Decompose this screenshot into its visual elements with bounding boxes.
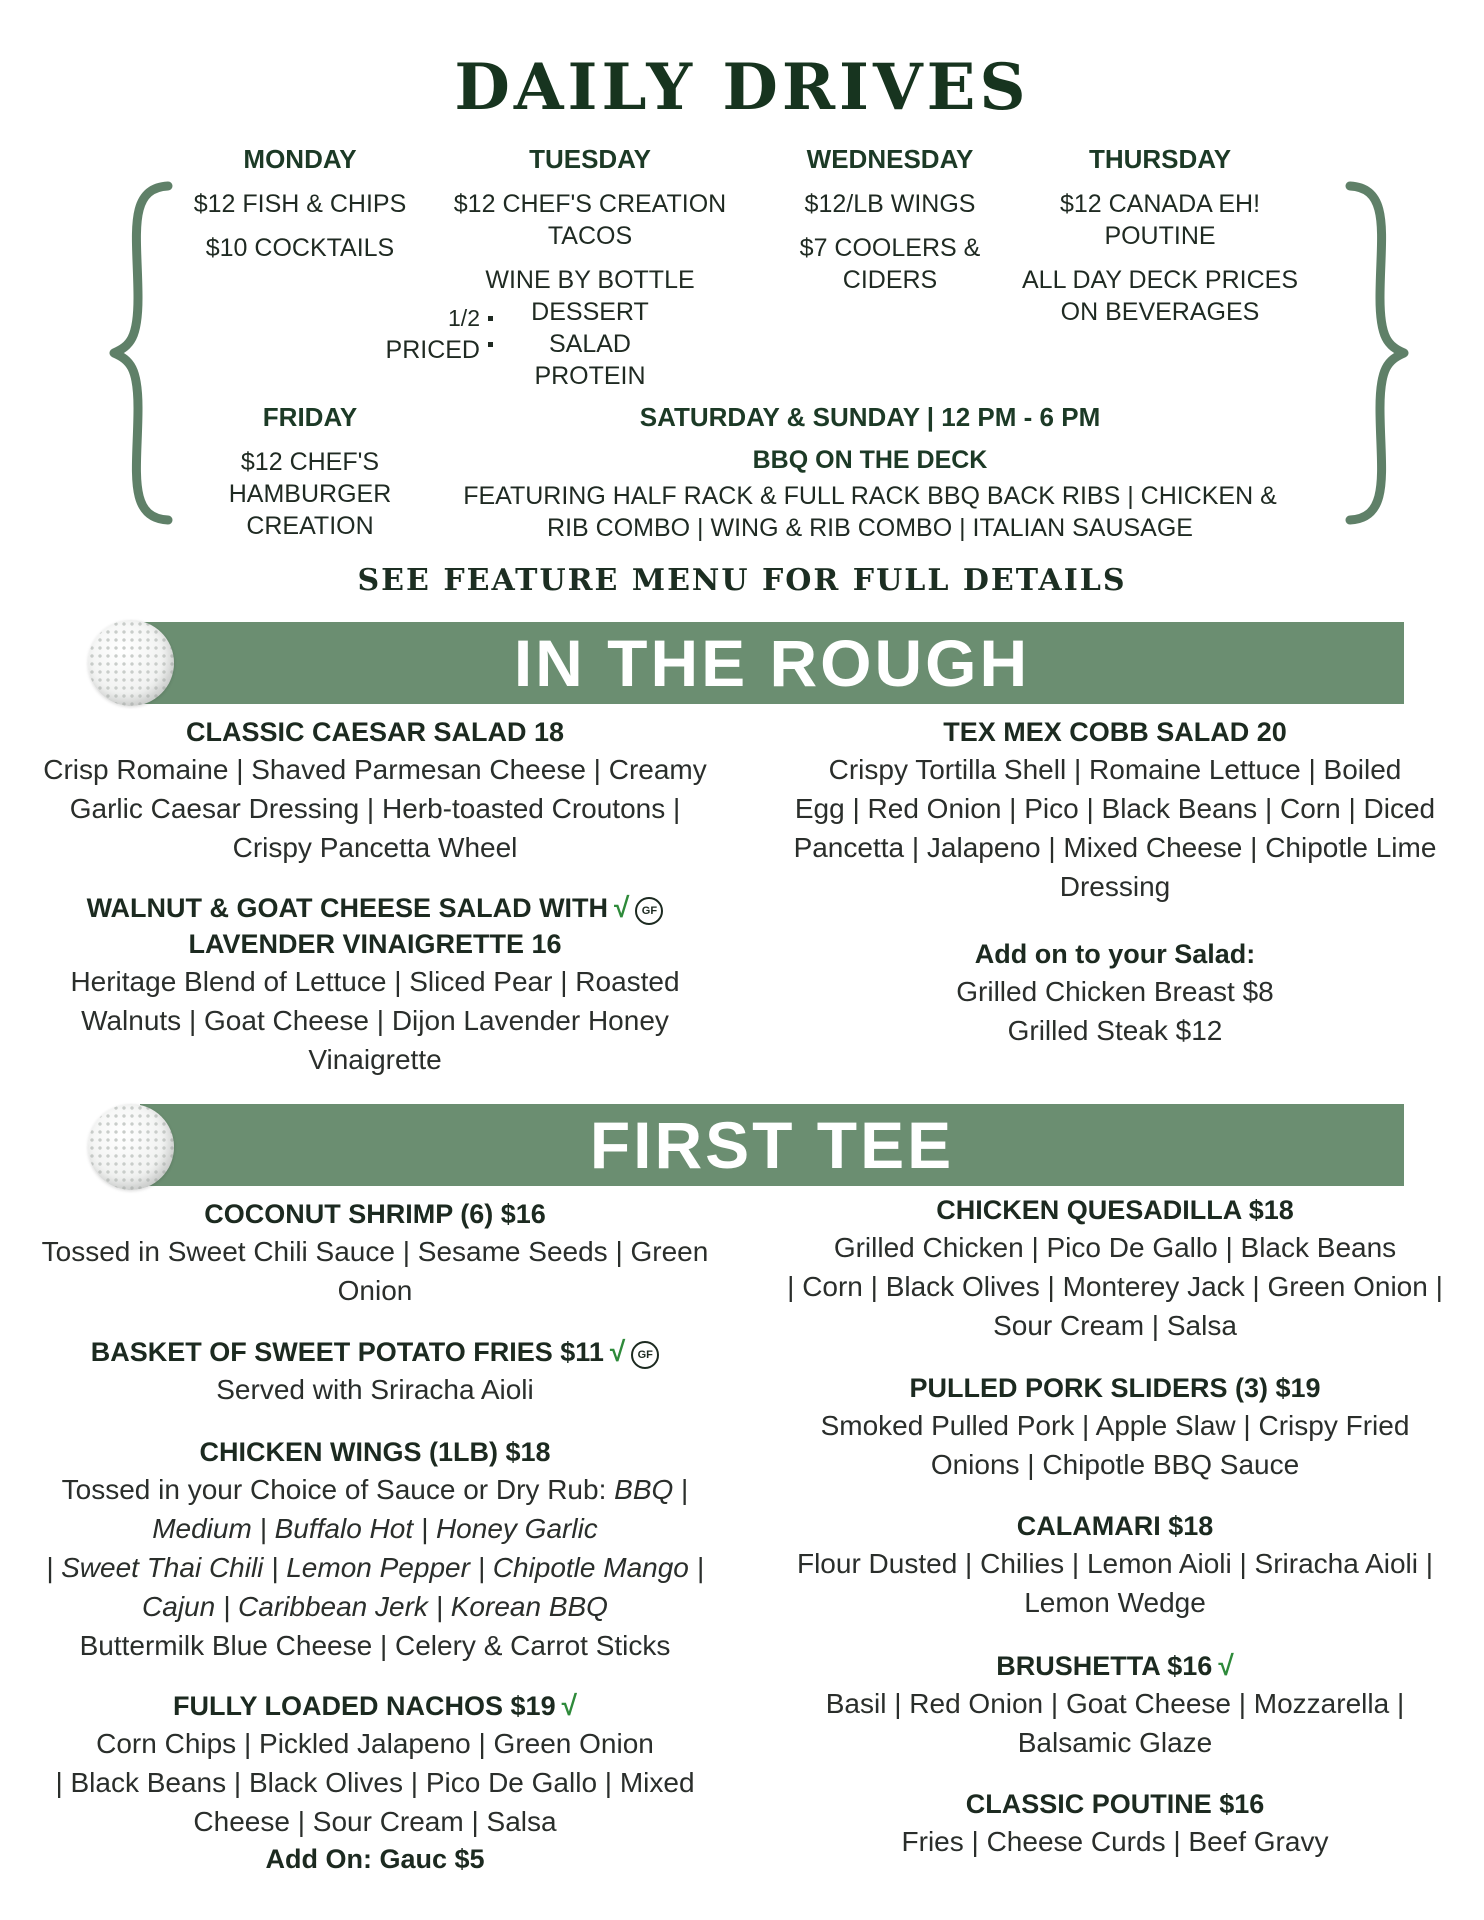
item-name: TEX MEX COBB SALAD 20 [943,717,1287,747]
sauce-options: Cajun | Caribbean Jerk | Korean BBQ [142,1591,608,1622]
item-desc: Sour Cream | Salsa [993,1310,1237,1341]
item-name: CLASSIC CAESAR SALAD 18 [185,717,565,747]
item-name: LAVENDER VINAIGRETTE 16 [188,929,562,959]
section-banner-rough [140,622,1404,704]
menu-item [20,890,730,1079]
day-line: CIDERS [842,266,938,294]
menu-item [20,714,730,867]
item-desc: Garlic Caesar Dressing | Herb-toasted Croutons | [69,793,681,824]
day-line: $12 CANADA EH! [1059,190,1261,218]
item-desc: Fries | Cheese Curds | Beef Gravy [901,1826,1329,1857]
day-line: ALL DAY DECK PRICES [1021,266,1299,294]
day-line: HAMBURGER [228,480,392,508]
golf-ball-icon [88,1104,174,1190]
menu-item [20,1196,730,1310]
half-price-label: PRICED [385,336,480,364]
item-desc: Lemon Wedge [1024,1587,1206,1618]
item-desc: Dressing [1059,871,1171,902]
item-name: PULLED PORK SLIDERS (3) $19 [909,1373,1321,1403]
item-desc: Served with Sriracha Aioli [216,1374,534,1405]
day-wednesday: WEDNESDAY [806,144,974,174]
item-name: CALAMARI $18 [1016,1511,1214,1541]
item-desc: Onions | Chipotle BBQ Sauce [930,1449,1300,1480]
section-banner-tee [140,1104,1404,1186]
item-desc: Balsamic Glaze [1017,1727,1213,1758]
item-name: BRUSHETTA $16 [996,1651,1213,1681]
page-title: DAILY DRIVES [454,50,1030,125]
day-line: CREATION [246,512,374,540]
menu-item [760,1192,1470,1345]
menu-item [20,1688,730,1877]
day-thursday: THURSDAY [1088,144,1232,174]
sauce-option: BBQ [614,1474,674,1505]
item-desc: Grilled Steak $12 [1007,1015,1223,1046]
gf-icon: GF [631,1341,659,1369]
item-desc: Basil | Red Onion | Goat Cheese | Mozzarella | [825,1688,1405,1719]
day-line: POUTINE [1104,222,1216,250]
item-desc: Smoked Pulled Pork | Apple Slaw | Crispy Fried [820,1410,1410,1441]
day-tuesday: TUESDAY [529,144,651,174]
day-friday: FRIDAY [262,402,358,432]
gf-icon: GF [635,897,663,925]
day-line: $12 FISH & CHIPS [193,190,407,218]
day-monday: MONDAY [243,144,357,174]
day-line: $10 COCKTAILS [205,234,395,262]
item-name: WALNUT & GOAT CHEESE SALAD WITH [86,893,609,923]
item-name: BASKET OF SWEET POTATO FRIES $11 [90,1337,604,1367]
day-line: DESSERT [531,298,649,326]
item-name: COCONUT SHRIMP (6) $16 [204,1199,546,1229]
item-desc: Cheese | Sour Cream | Salsa [193,1806,557,1837]
menu-item [760,1370,1470,1484]
day-line: $7 COOLERS & [799,234,981,262]
menu-item [760,1786,1470,1861]
item-name: CHICKEN QUESADILLA $18 [936,1195,1294,1225]
item-desc: Crispy Tortilla Shell | Romaine Lettuce | Boiled [828,754,1402,785]
day-line: $12 CHEF'S [240,448,380,476]
menu-item [760,714,1470,906]
day-line: $12 CHEF'S CREATION [453,190,727,218]
item-desc: Tossed in Sweet Chili Sauce | Sesame Seeds | Green [41,1236,709,1267]
feature-note: SEE FEATURE MENU FOR FULL DETAILS [357,563,1127,598]
leaf-icon: √ [609,1336,626,1367]
item-desc: Grilled Chicken | Pico De Gallo | Black Beans [833,1232,1397,1263]
day-line: WINE BY BOTTLE [485,266,695,294]
left-brace-icon [108,178,178,528]
salad-addons [760,936,1470,1050]
sauce-options: Medium | Buffalo Hot | Honey Garlic [152,1513,598,1544]
day-line: TACOS [547,222,633,250]
item-desc: Pancetta | Jalapeno | Mixed Cheese | Chipotle Lime [793,832,1437,863]
right-brace-icon [1340,178,1410,528]
day-line: RIB COMBO | WING & RIB COMBO | ITALIAN SAUSAGE [547,514,1193,542]
section-title: FIRST TEE [589,1108,955,1182]
item-desc: Flour Dusted | Chilies | Lemon Aioli | Sriracha Aioli | [796,1548,1434,1579]
menu-item [760,1508,1470,1622]
leaf-icon: √ [1218,1650,1234,1681]
item-desc: | Corn | Black Olives | Monterey Jack | Green Onion | [787,1271,1443,1302]
item-desc: Buttermilk Blue Cheese | Celery & Carrot Sticks [79,1630,671,1661]
day-line: SALAD [549,330,631,358]
item-desc: Egg | Red Onion | Pico | Black Beans | Corn | Diced [794,793,1436,824]
item-desc: Onion [337,1275,413,1306]
day-line: $12/LB WINGS [804,190,976,218]
item-name: CHICKEN WINGS (1LB) $18 [199,1437,551,1467]
addon-title: Add on to your Salad: [974,939,1256,969]
sauce-options: | Sweet Thai Chili | Lemon Pepper | Chipotle Mango | [46,1552,704,1583]
item-desc: Crisp Romaine | Shaved Parmesan Cheese | Creamy [43,754,707,785]
menu-item: CHICKEN WINGS (1LB) $18 Tossed in your Choice of Sauce or Dry Rub: BBQ | Medium | Buffalo Hot | Honey Garlic | Sweet Thai Chili | Lemon Pepper | Chipotle Mango | Cajun | Caribbean Jerk | Korean BBQ Buttermilk Blue Cheese | Celery & Carrot Sticks [20,1434,730,1665]
item-desc: Heritage Blend of Lettuce | Sliced Pear | Roasted [70,966,680,997]
section-title: IN THE ROUGH [513,626,1031,700]
leaf-icon: √ [561,1690,577,1721]
golf-ball-icon [88,620,174,706]
menu-item [20,1334,730,1409]
item-desc: Walnuts | Goat Cheese | Dijon Lavender Honey [81,1005,669,1036]
item-desc: Vinaigrette [308,1044,442,1075]
day-line: PROTEIN [534,362,646,390]
item-desc: | Black Beans | Black Olives | Pico De Gallo | Mixed [55,1767,695,1798]
half-price-label: 1/2 [448,305,480,331]
day-weekend: SATURDAY & SUNDAY | 12 PM - 6 PM [639,402,1101,432]
item-desc: Grilled Chicken Breast $8 [956,976,1274,1007]
item-desc: Tossed in your Choice of Sauce or Dry Rub: [61,1474,615,1505]
item-addon: Add On: Gauc $5 [265,1844,485,1874]
item-name: FULLY LOADED NACHOS $19 [173,1691,556,1721]
menu-item [760,1648,1470,1762]
weekend-subtitle: BBQ ON THE DECK [752,446,988,474]
item-desc: Corn Chips | Pickled Jalapeno | Green Onion [96,1728,654,1759]
day-line: FEATURING HALF RACK & FULL RACK BBQ BACK RIBS | CHICKEN & [463,482,1277,510]
day-line: ON BEVERAGES [1060,298,1260,326]
leaf-icon: √ [614,892,630,923]
item-name: CLASSIC POUTINE $16 [965,1789,1265,1819]
item-desc: Crispy Pancetta Wheel [232,832,518,863]
